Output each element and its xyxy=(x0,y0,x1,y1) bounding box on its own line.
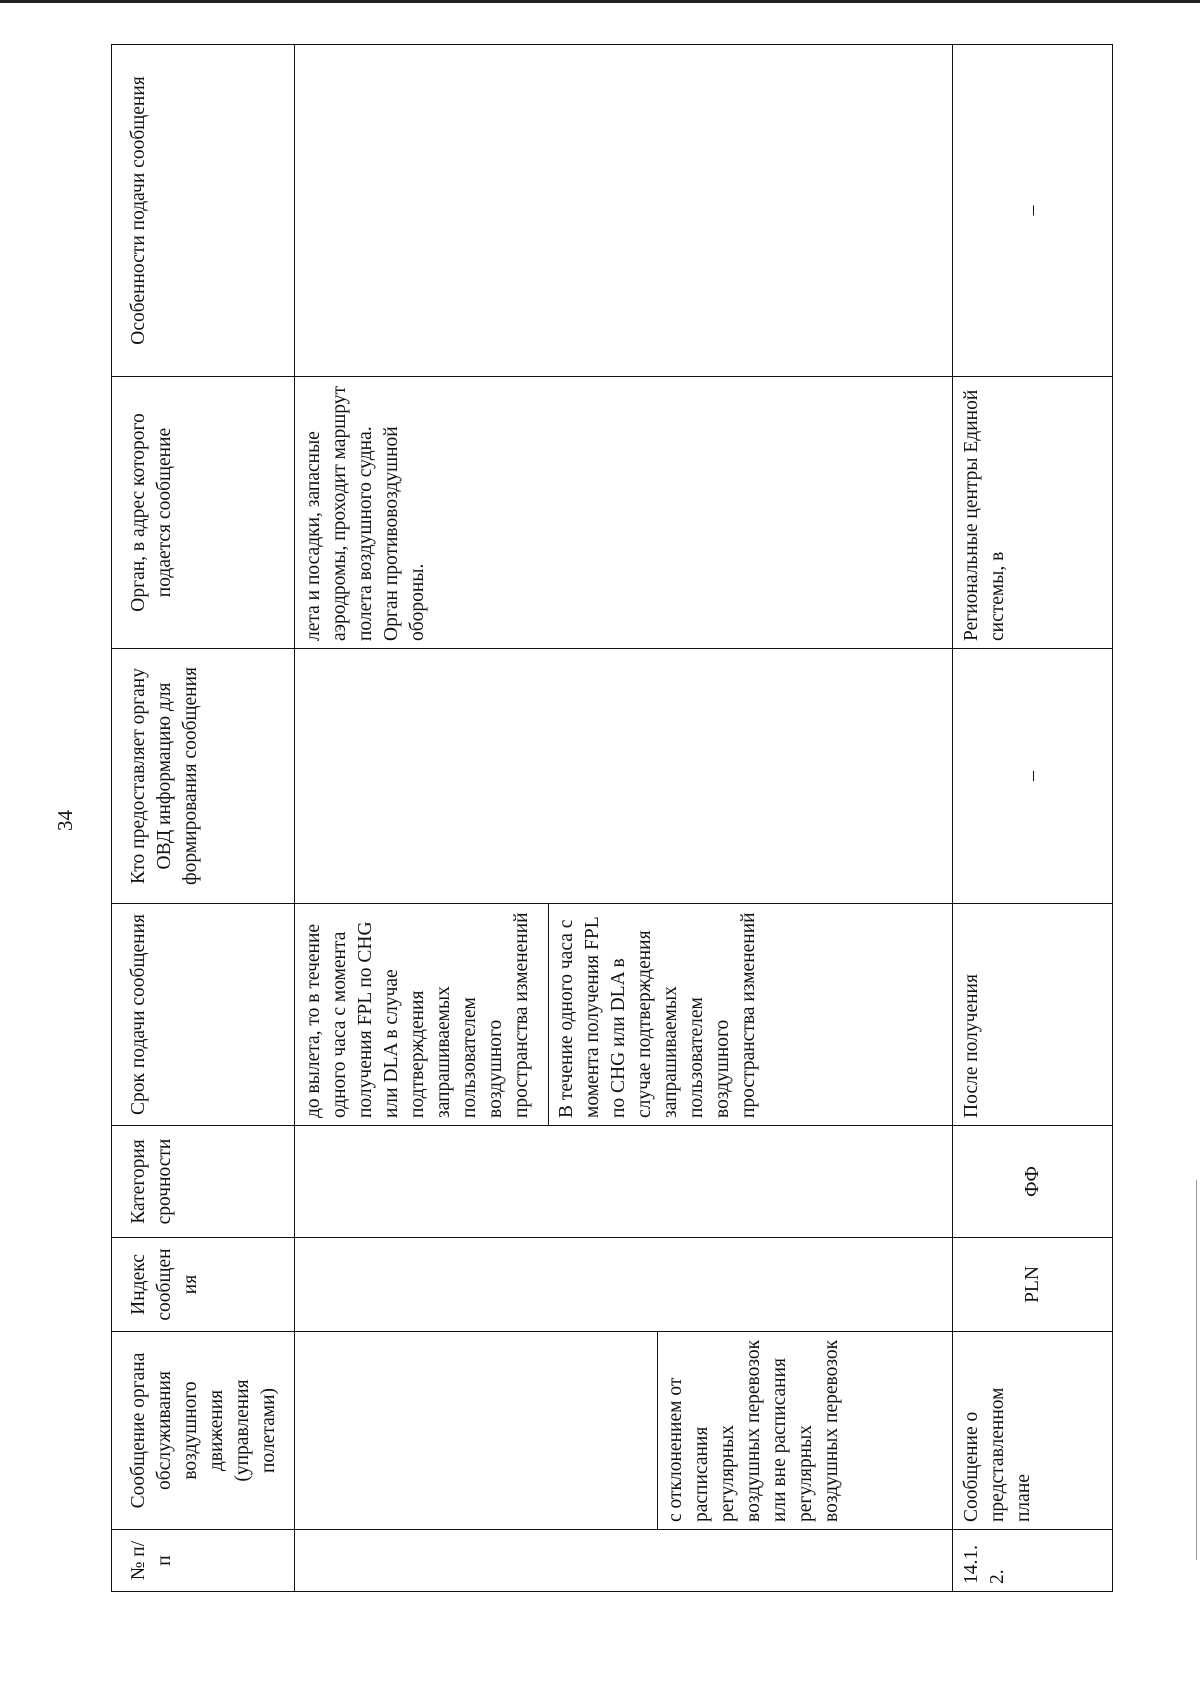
message-table xyxy=(111,44,1113,1592)
table-row xyxy=(953,45,1113,1592)
header-features: Особенности подачи сообщения xyxy=(112,45,295,377)
row1-index xyxy=(295,1238,953,1332)
row2-message: Сообщение о представленном плане xyxy=(953,1332,1113,1530)
header-row xyxy=(112,45,295,1592)
row1-deadline-upper: до вылета, то в течение одного часа с момента получения FPL по CHG или DLA в случае подтверждения запрашиваемых пользователем воздушного пространства изменений xyxy=(303,912,532,1118)
header-provider: Кто предоставляет органу ОВД информацию для формирования сообщения xyxy=(112,649,295,904)
row2-deadline: После получения xyxy=(953,904,1113,1126)
row2-addressee: Региональные центры Единой системы, в xyxy=(953,377,1113,649)
header-deadline: Срок подачи сообщения xyxy=(112,904,295,1126)
row2-index: PLN xyxy=(953,1238,1113,1332)
row2-category: ФФ xyxy=(953,1126,1113,1238)
page-number: 34 xyxy=(53,810,77,831)
row1-addressee: лета и посадки, запасные аэродромы, проходит маршрут полета воздушного судна. Орган противовоздушной обороны. xyxy=(295,377,953,649)
scan-edge xyxy=(0,0,1200,3)
row1-num xyxy=(295,1530,953,1592)
row2-features: – xyxy=(953,45,1113,377)
row1-provider xyxy=(295,649,953,904)
header-index: Индекс сообщения xyxy=(112,1238,295,1332)
header-category: Категория срочности xyxy=(112,1126,295,1238)
header-message: Сообщение органа обслуживания воздушного движения (управления полетами) xyxy=(112,1332,295,1530)
row1-deadline-lower: В течение одного часа с момента получения FPL по CHG или DLA в случае подтверждения запрашиваемых пользователем воздушного пространства изменений xyxy=(548,904,762,1125)
table-row xyxy=(295,45,953,1592)
row1-message-lower: с отклонением от расписания регулярных воздушных перевозок или вне расписания регулярных воздушных перевозок xyxy=(657,1332,845,1529)
row1-deadline-cell xyxy=(295,904,953,1126)
header-addressee: Орган, в адрес которого подается сообщение xyxy=(112,377,295,649)
rotated-page xyxy=(111,45,1091,1592)
row2-num: 14.1.2. xyxy=(953,1530,1113,1592)
row1-category xyxy=(295,1126,953,1238)
row1-message-cell xyxy=(295,1332,953,1530)
scan-edge-mark xyxy=(1196,1180,1197,1560)
row1-features xyxy=(295,45,953,377)
row2-provider: – xyxy=(953,649,1113,904)
header-num: № п/п xyxy=(112,1530,295,1592)
